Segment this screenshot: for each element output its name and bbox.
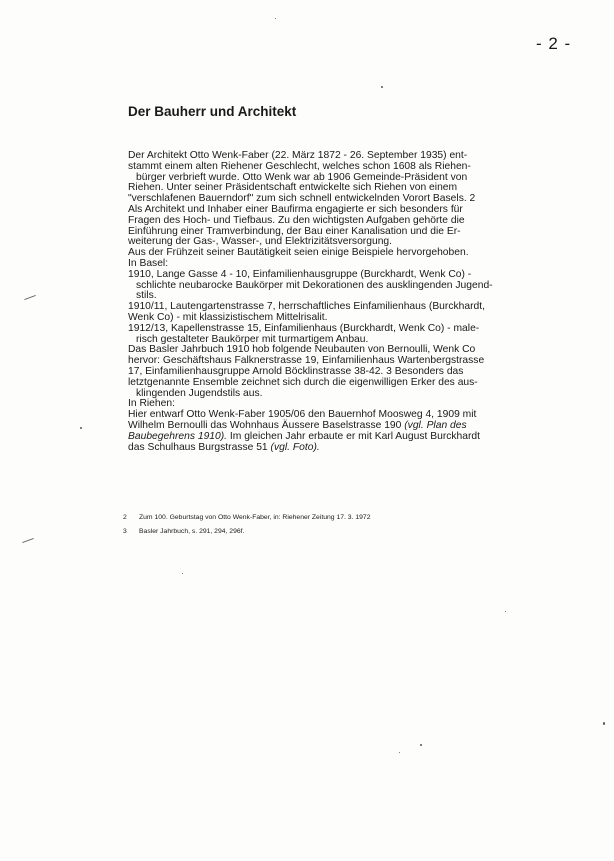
body-line: schlichte neubarocke Baukörper mit Dekorationen des ausklingenden Jugend- [136, 279, 493, 291]
body-line: Der Architekt Otto Wenk-Faber (22. März 1872 - 26. September 1935) ent- [128, 150, 468, 161]
scan-mark [24, 295, 36, 300]
body-line: Baubegehrens 1910). Im gleichen Jahr erbaute er mit Karl August Burckhardt [128, 430, 481, 442]
body-line: Aus der Frühzeit seiner Bautätigkeit seien einige Beispiele hervorgehoben. [128, 247, 469, 259]
body-line: In Basel: [128, 257, 169, 269]
scan-speck [399, 752, 400, 753]
body-line: Wilhelm Bernoulli das Wohnhaus Äussere Baselstrasse 190 (vgl. Plan des [128, 419, 467, 431]
body-line: Als Architekt und Inhaber einer Baufirma engagierte er sich besonders für [128, 203, 463, 215]
body-line: Einführung einer Tramverbindung, der Bau einer Kanalisation und die Er- [128, 225, 461, 237]
body-line: Das Basler Jahrbuch 1910 hob folgende Neubauten von Bernoulli, Wenk Co [128, 344, 476, 356]
footnotes [123, 511, 543, 539]
body-line: 1910, Lange Gasse 4 - 10, Einfamilienhausgruppe (Burckhardt, Wenk Co) - [128, 268, 472, 280]
scan-speck [381, 86, 383, 88]
scan-speck [182, 573, 183, 574]
body-line: hervor: Geschäftshaus Falknerstrasse 19, Einfamilienhaus Wartenbergstrasse [128, 355, 485, 367]
scan-speck [275, 18, 276, 19]
scan-speck [420, 744, 422, 746]
body-line: Fragen des Hoch- und Tiefbaus. Zu den wichtigsten Aufgaben gehörte die [128, 214, 465, 226]
body-line: das Schulhaus Burgstrasse 51 (vgl. Foto). [128, 441, 320, 453]
body-line: 17, Einfamilienhausgruppe Arnold Böcklinstrasse 38-42. 3 Besonders das [128, 365, 464, 377]
body-line: Riehen. Unter seiner Präsidentschaft entwickelte sich Riehen von einem [128, 182, 458, 194]
body-line: stammt einem alten Riehener Geschlecht, welches schon 1608 als Riehen- [128, 160, 471, 172]
scan-speck [505, 611, 506, 612]
page-number: - 2 - [536, 34, 572, 53]
scan-speck [80, 427, 82, 429]
body-line: Wenk Co) - mit klassizistischem Mittelrisalit. [128, 311, 328, 323]
body-line: 1912/13, Kapellenstrasse 15, Einfamilienhaus (Burckhardt, Wenk Co) - male- [128, 322, 480, 334]
scan-mark [22, 538, 34, 543]
footnote: 2 Zum 100. Geburtstag von Otto Wenk-Faber, in: Riehener Zeitung 17. 3. 1972 [123, 514, 371, 521]
body-text [128, 151, 558, 453]
body-line: In Riehen: [128, 398, 175, 410]
body-line: stils. [136, 290, 157, 302]
body-line: letztgenannte Ensemble zeichnet sich durch die eigenwilligen Erker des aus- [128, 376, 478, 388]
body-line: 1910/11, Lautengartenstrasse 7, herrschaftliches Einfamilienhaus (Burckhardt, [128, 301, 485, 313]
body-line: risch gestalteter Baukörper mit turmartigem Anbau. [136, 333, 369, 345]
footnote: 3 Basler Jahrbuch, s. 291, 294, 296f. [123, 528, 245, 535]
body-line: klingenden Jugendstils aus. [136, 387, 263, 399]
body-line: Hier entwarf Otto Wenk-Faber 1905/06 den Bauernhof Moosweg 4, 1909 mit [128, 409, 477, 421]
body-line: "verschlafenen Bauerndorf" zum sich schnell entwickelnden Vorort Basels. 2 [128, 193, 476, 205]
body-line: weiterung der Gas-, Wasser-, und Elektrizitätsversorgung. [128, 236, 393, 248]
scan-speck [603, 722, 605, 725]
body-line: bürger verbrieft wurde. Otto Wenk war ab 1906 Gemeinde-Präsident von [136, 171, 468, 183]
section-heading: Der Bauherr und Architekt [128, 104, 297, 119]
